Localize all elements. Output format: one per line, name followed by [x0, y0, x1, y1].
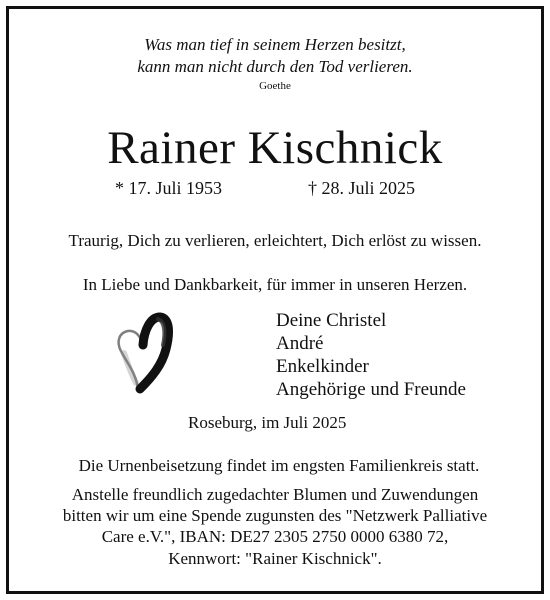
mourner-2: Enkelkinder [276, 356, 369, 377]
heart-icon [106, 309, 186, 394]
death-date: † 28. Juli 2025 [308, 178, 416, 198]
donation-line-4: Kennwort: "Rainer Kischnick". [168, 549, 382, 568]
mourner-1: André [276, 333, 324, 354]
mourners-list [276, 309, 466, 401]
donation-line-1: Anstelle freundlich zugedachter Blumen und Zuwendungen [71, 485, 479, 504]
donation-line-3: Care e.V.", IBAN: DE27 2305 2750 0000 6380 72, [101, 527, 449, 546]
text-line-1: Traurig, Dich zu verlieren, erleichtert, Dich erlöst zu wissen. [68, 231, 482, 250]
obituary-notice [6, 6, 544, 594]
mourner-0: Deine Christel [276, 310, 387, 331]
birth-date: * 17. Juli 1953 [115, 178, 223, 198]
burial-note: Die Urnenbeisetzung findet im engsten Familienkreis statt. [78, 456, 480, 475]
quote-author: Goethe [259, 80, 291, 92]
mourner-3: Angehörige und Freunde [276, 379, 466, 400]
text-line-2: In Liebe und Dankbarkeit, für immer in unseren Herzen. [82, 275, 468, 294]
quote-line-2: kann man nicht durch den Tod verlieren. [137, 57, 413, 76]
place-date: Roseburg, im Juli 2025 [188, 413, 347, 432]
deceased-name: Rainer Kischnick [107, 122, 443, 174]
donation-line-2: bitten wir um eine Spende zugunsten des "Netzwerk Palliative [62, 506, 488, 525]
quote-line-1: Was man tief in seinem Herzen besitzt, [144, 35, 406, 54]
